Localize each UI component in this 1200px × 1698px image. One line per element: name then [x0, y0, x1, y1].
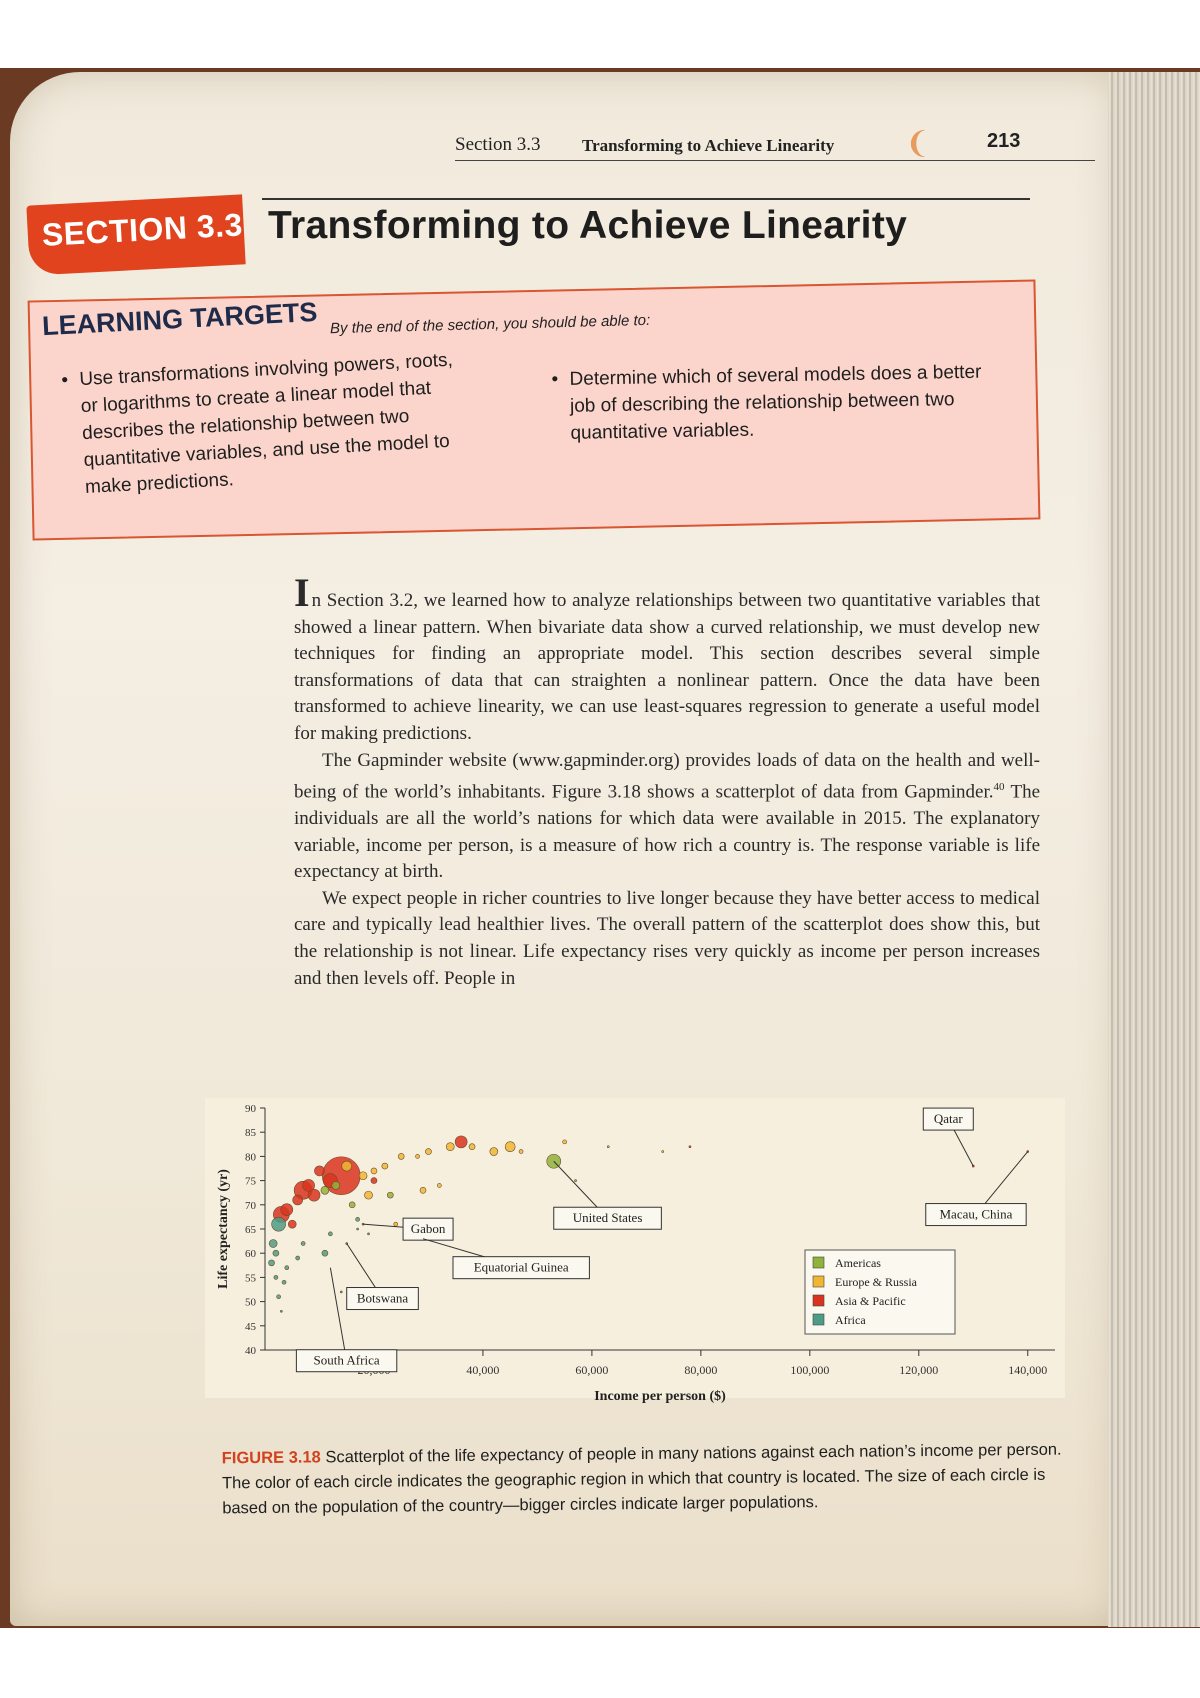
data-point	[371, 1178, 377, 1184]
x-tick-label: 80,000	[684, 1363, 718, 1377]
data-point	[293, 1195, 303, 1205]
learning-target-item	[551, 358, 1010, 447]
data-point	[272, 1217, 286, 1231]
data-point	[301, 1242, 305, 1246]
data-point	[365, 1191, 373, 1199]
data-point	[371, 1168, 377, 1174]
annotation-label: United States	[572, 1210, 643, 1226]
title-rule	[262, 198, 1030, 200]
y-tick-label: 70	[245, 1199, 256, 1212]
data-point	[321, 1186, 329, 1194]
y-tick-label: 60	[245, 1248, 256, 1261]
data-point	[349, 1202, 355, 1208]
data-point	[288, 1220, 296, 1228]
legend-swatch	[813, 1257, 824, 1268]
figure-caption	[222, 1438, 1063, 1522]
annotation-label: Qatar	[933, 1111, 963, 1127]
data-point	[322, 1250, 328, 1256]
data-point	[368, 1233, 370, 1235]
data-point	[689, 1146, 691, 1148]
x-tick-label: 60,000	[575, 1363, 609, 1377]
paragraph	[294, 748, 1040, 886]
data-point	[425, 1149, 431, 1155]
learning-target-text: Use transformations involving powers, roots, or logarithms to create a linear model that describes the relationship between two quantitative variables, and use the model to make predictions.	[78, 349, 454, 498]
scatterplot-figure	[205, 1098, 1065, 1458]
x-tick-label: 40,000	[466, 1363, 500, 1377]
bullet-icon: •	[60, 369, 69, 392]
data-point	[398, 1153, 404, 1159]
legend-swatch	[813, 1314, 824, 1325]
data-point	[282, 1280, 286, 1284]
data-point	[328, 1232, 332, 1236]
y-tick-label: 55	[245, 1272, 256, 1285]
paragraph	[294, 886, 1040, 992]
data-point	[296, 1256, 300, 1260]
data-point	[382, 1163, 388, 1169]
y-tick-label: 85	[245, 1127, 256, 1140]
legend-entry: Asia & Pacific	[835, 1294, 906, 1308]
data-point	[490, 1148, 498, 1156]
data-point	[575, 1180, 577, 1182]
section-badge-label: SECTION 3.3	[40, 206, 244, 253]
data-point	[455, 1136, 467, 1148]
paragraph-text: We expect people in richer countries to live longer because they have better access to medical care and typically lead healthier lives. The overall pattern of the scatterplot does show this, but the relationship is not linear. Life expectancy rises very quickly as income per person increases and then levels off. People in	[294, 887, 1040, 989]
legend-swatch	[813, 1295, 824, 1306]
running-head-title: Transforming to Achieve Linearity	[582, 136, 835, 155]
y-tick-label: 90	[245, 1103, 256, 1115]
data-point	[332, 1181, 340, 1189]
data-point	[269, 1240, 277, 1248]
y-tick-label: 80	[245, 1151, 256, 1164]
footnote-marker: 40	[993, 781, 1005, 794]
bullet-icon: •	[551, 369, 559, 391]
data-point	[269, 1260, 275, 1266]
data-point	[340, 1291, 342, 1293]
y-tick-label: 40	[245, 1345, 256, 1357]
section-title: Transforming to Achieve Linearity	[268, 204, 908, 247]
learning-targets-subheading: By the end of the section, you should be able to:	[329, 311, 651, 338]
data-point	[285, 1266, 289, 1270]
annotation-label: Gabon	[410, 1221, 446, 1237]
learning-target-item	[60, 346, 471, 501]
drop-cap: I	[294, 570, 310, 615]
y-tick-label: 65	[245, 1224, 256, 1236]
annotation-label: Macau, China	[939, 1206, 1013, 1222]
body-text	[294, 570, 1041, 992]
running-head-section: Section 3.3	[455, 134, 541, 155]
data-point	[563, 1140, 567, 1144]
data-point	[280, 1310, 282, 1312]
data-point	[303, 1179, 315, 1191]
legend-entry: Europe & Russia	[835, 1275, 917, 1289]
data-point	[387, 1192, 393, 1198]
bottom-margin	[0, 1628, 1200, 1698]
data-point	[314, 1166, 324, 1176]
data-point	[437, 1183, 441, 1187]
data-point	[342, 1161, 352, 1171]
figure-caption-text: Scatterplot of the life expectancy of people in many nations against each nation’s income per person. The color of each circle indicates the geographic region in which that country is located. The size of each circle is based on the population of the country—bigger circles indicate larger populations.	[221, 1440, 1062, 1518]
page-number: 213	[987, 130, 1021, 152]
data-point	[357, 1228, 359, 1230]
legend-entry: Africa	[835, 1313, 866, 1327]
x-tick-label: 100,000	[790, 1363, 830, 1377]
x-axis-label: Income per person ($)	[594, 1389, 726, 1404]
running-head-rule	[455, 160, 1095, 161]
data-point	[469, 1144, 475, 1150]
data-point	[273, 1250, 279, 1256]
legend-entry: Americas	[835, 1256, 881, 1270]
x-tick-label: 120,000	[899, 1363, 939, 1377]
section-badge	[26, 194, 245, 275]
annotation-label: Equatorial Guinea	[473, 1259, 569, 1275]
data-point	[356, 1217, 360, 1221]
data-point	[505, 1142, 515, 1152]
paragraph-text: The individuals are all the world’s nations for which data were available in 2015. The explanatory variable, income per person, is a measure of how rich a country is. The response variable is life expectancy at birth.	[294, 781, 1041, 883]
data-point	[662, 1151, 664, 1153]
data-point	[607, 1146, 609, 1148]
paragraph	[294, 570, 1040, 748]
data-point	[394, 1222, 398, 1226]
x-tick-label: 140,000	[1008, 1363, 1048, 1377]
paragraph-text: The Gapminder website (www.gapminder.org) provides loads of data on the health and well-being of the world’s inhabitants. Figure 3.18 shows a scatterplot of data from Gapminder.	[294, 749, 1040, 803]
data-point	[281, 1204, 293, 1216]
data-point	[359, 1172, 367, 1180]
data-point	[416, 1154, 420, 1158]
annotation-label: Botswana	[356, 1290, 409, 1306]
paragraph-text: n Section 3.2, we learned how to analyze relationships between two quantitative variables that showed a linear pattern. When bivariate data show a curved relationship, we must develop new techniques for finding an appropriate model. This section describes several simple transformations of data that can straighten a nonlinear pattern. Once the data have been transformed to achieve linearity, we can use least-squares regression to generate a useful model for making predictions.	[294, 590, 1040, 744]
legend-swatch	[813, 1276, 824, 1287]
running-head	[455, 127, 1105, 168]
data-point	[274, 1275, 278, 1279]
y-tick-label: 50	[245, 1296, 256, 1309]
learning-targets-heading: LEARNING TARGETS	[41, 296, 319, 342]
y-tick-label: 75	[245, 1175, 256, 1188]
annotation-label: South Africa	[313, 1352, 380, 1368]
y-tick-label: 45	[245, 1320, 256, 1333]
data-point	[277, 1295, 281, 1299]
data-point	[420, 1187, 426, 1193]
data-point	[446, 1143, 454, 1151]
learning-target-text: Determine which of several models does a better job of describing the relationship between two quantitative variables.	[569, 361, 982, 444]
bird-logo-icon: ❨	[905, 127, 931, 160]
data-point	[519, 1150, 523, 1154]
y-axis-label: Life expectancy (yr)	[216, 1169, 231, 1289]
page-stack-edges	[1108, 72, 1200, 1627]
figure-label: FIGURE 3.18	[221, 1448, 321, 1468]
